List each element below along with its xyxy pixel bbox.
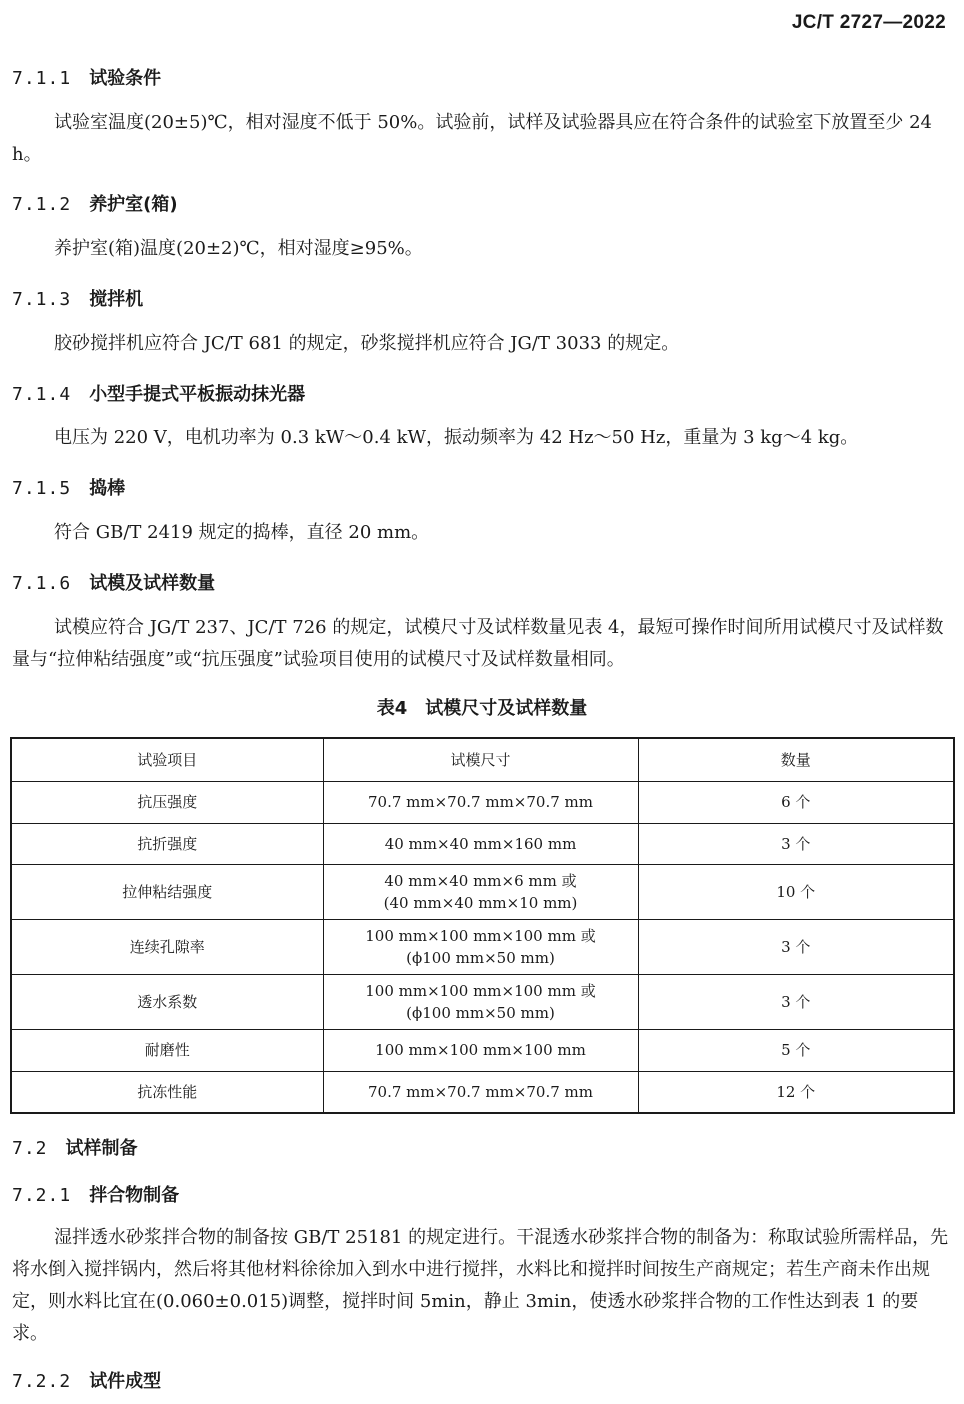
size-line: 40 mm×40 mm×160 mm — [384, 834, 577, 853]
table-row — [11, 919, 954, 974]
section-paragraph: 符合 GB/T 2419 规定的捣棒，直径 20 mm。 — [54, 522, 430, 543]
table-cell-size — [323, 974, 638, 1029]
table-row — [11, 1029, 954, 1071]
column-header: 数量 — [638, 738, 954, 781]
section-number: 7.2.2 — [12, 1371, 72, 1392]
section-heading — [12, 285, 143, 311]
table-row — [11, 1071, 954, 1113]
table-cell-item: 连续孔隙率 — [11, 919, 323, 974]
size-line: 100 mm×100 mm×100 mm — [375, 1041, 586, 1059]
table-cell-qty: 6 个 — [638, 781, 954, 823]
table-row — [11, 781, 954, 823]
size-line: 100 mm×100 mm×100 mm 或 — [365, 981, 596, 1000]
specimen-table — [10, 737, 955, 1114]
table-cell-item: 抗折强度 — [11, 823, 323, 864]
table-row — [11, 823, 954, 864]
section-number: 7.1.2 — [12, 194, 72, 215]
table-cell-size — [323, 864, 638, 919]
table-cell-item: 透水系数 — [11, 974, 323, 1029]
table-header-row — [11, 738, 954, 781]
column-header: 试模尺寸 — [323, 738, 638, 781]
table-cell-size — [323, 781, 638, 823]
table-cell-size — [323, 1071, 638, 1113]
section-title: 试模及试样数量 — [89, 573, 216, 594]
section-heading — [12, 1134, 138, 1160]
section-title: 捣棒 — [89, 478, 126, 499]
section-number: 7.1.5 — [12, 478, 72, 499]
section-title: 试件成型 — [89, 1371, 162, 1392]
section-title: 拌合物制备 — [89, 1185, 180, 1206]
column-header: 试验项目 — [11, 738, 323, 781]
section-heading — [12, 64, 161, 90]
table-row — [11, 864, 954, 919]
size-line: 100 mm×100 mm×100 mm 或 — [365, 926, 596, 945]
size-line: (ϕ100 mm×50 mm) — [406, 1003, 555, 1022]
section-number: 7.1.4 — [12, 384, 72, 405]
table-row — [11, 974, 954, 1029]
section-number: 7.2.1 — [12, 1185, 72, 1206]
table-cell-qty: 5 个 — [638, 1029, 954, 1071]
table-cell-qty: 10 个 — [638, 864, 954, 919]
section-number: 7.2 — [12, 1138, 48, 1159]
section-paragraph: 胶砂搅拌机应符合 JC/T 681 的规定，砂浆搅拌机应符合 JG/T 3033 的规定。 — [54, 333, 680, 354]
size-line: 70.7 mm×70.7 mm×70.7 mm — [368, 793, 593, 811]
section-title: 试验条件 — [89, 68, 162, 89]
section-paragraph: 湿拌透水砂浆拌合物的制备按 GB/T 25181 的规定进行。干混透水砂浆拌合物的制备为：称取试验所需样品，先将水倒入搅拌锅内，然后将其他材料徐徐加入到水中进行搅拌，水料比和搅拌时间按生产商规定；若生产商未作出规定，则水料比宜在(0.060±0.015)调整，搅拌时间 5min，静止 3min，使透水砂浆拌合物的工作性达到表 1 的要求。 — [12, 1227, 949, 1344]
section-number: 7.1.3 — [12, 289, 72, 310]
section-paragraph: 电压为 220 V，电机功率为 0.3 kW～0.4 kW，振动频率为 42 Hz～50 Hz，重量为 3 kg～4 kg。 — [54, 427, 859, 448]
section-title: 小型手提式平板振动抹光器 — [89, 384, 306, 405]
table-cell-qty: 3 个 — [638, 919, 954, 974]
table-cell-item: 拉伸粘结强度 — [11, 864, 323, 919]
section-number: 7.1.1 — [12, 68, 72, 89]
table-cell-size — [323, 823, 638, 864]
table-cell-size — [323, 919, 638, 974]
section-paragraph: 试模应符合 JG/T 237、JC/T 726 的规定，试模尺寸及试样数量见表 4，最短可操作时间所用试模尺寸及试样数量与“拉伸粘结强度”或“抗压强度”试验项目使用的试模尺寸及试样数量相同。 — [12, 617, 944, 670]
table-cell-size — [323, 1029, 638, 1071]
section-number: 7.1.6 — [12, 573, 72, 594]
table-cell-qty: 3 个 — [638, 823, 954, 864]
table-cell-qty: 12 个 — [638, 1071, 954, 1113]
section-heading — [12, 474, 125, 500]
size-line: 40 mm×40 mm×6 mm 或 — [384, 871, 577, 890]
section-heading — [12, 569, 215, 595]
table-cell-item: 抗冻性能 — [11, 1071, 323, 1113]
size-line: (ϕ100 mm×50 mm) — [406, 948, 555, 967]
section-heading — [12, 380, 305, 406]
section-title: 养护室(箱) — [89, 194, 178, 215]
section-heading — [12, 1181, 179, 1207]
section-paragraph: 养护室(箱)温度(20±2)℃，相对湿度≥95%。 — [54, 238, 423, 259]
standard-code: JC/T 2727—2022 — [791, 12, 946, 33]
section-title: 搅拌机 — [89, 289, 144, 310]
table-cell-item: 耐磨性 — [11, 1029, 323, 1071]
section-title: 试样制备 — [65, 1138, 138, 1159]
table-caption: 表4 试模尺寸及试样数量 — [376, 698, 588, 719]
section-heading — [12, 1367, 161, 1393]
section-heading — [12, 190, 178, 216]
section-paragraph: 试验室温度(20±5)℃，相对湿度不低于 50%。试验前，试样及试验器具应在符合条件的试验室下放置至少 24 h。 — [12, 112, 932, 165]
table-cell-qty: 3 个 — [638, 974, 954, 1029]
size-line: (40 mm×40 mm×10 mm) — [383, 893, 578, 912]
table-cell-item: 抗压强度 — [11, 781, 323, 823]
size-line: 70.7 mm×70.7 mm×70.7 mm — [368, 1082, 593, 1101]
